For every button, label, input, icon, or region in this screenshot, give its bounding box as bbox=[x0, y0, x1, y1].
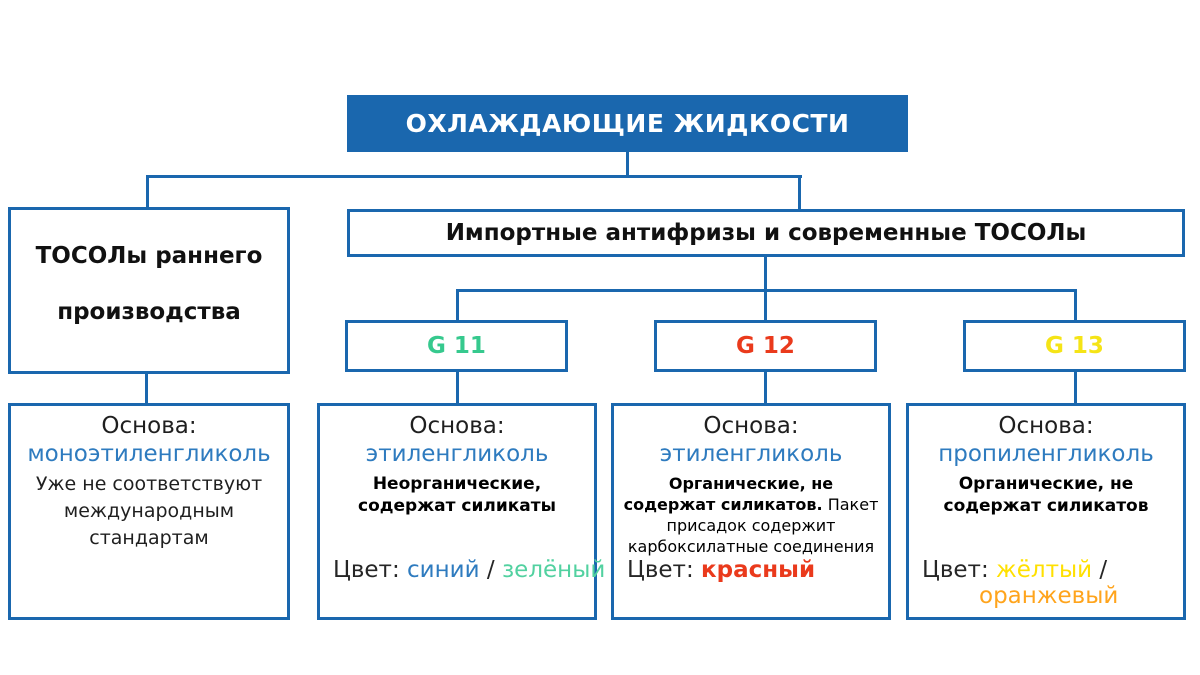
connector-line bbox=[146, 178, 149, 207]
base-label: Основа: bbox=[409, 413, 505, 439]
color-value-yellow: жёлтый bbox=[996, 557, 1093, 583]
connector-line bbox=[456, 289, 1077, 292]
early-tosol-title-line1: ТОСОЛы раннего bbox=[35, 242, 263, 269]
connector-line bbox=[1074, 372, 1077, 403]
color-line bbox=[922, 557, 1118, 609]
base-label: Основа: bbox=[998, 413, 1094, 439]
connector-line bbox=[146, 175, 802, 178]
note-bold-part: Органические, не содержат силикатов. bbox=[623, 474, 834, 514]
class-label-g13: G 13 bbox=[1045, 333, 1104, 359]
connector-line bbox=[1074, 292, 1077, 320]
early-tosol-node bbox=[8, 207, 290, 374]
color-value-red: красный bbox=[701, 557, 816, 583]
note-text: Уже не соответствуют международным стандартам bbox=[35, 473, 263, 549]
note-regular-part: Пакет присадок содержит карбоксилатные соединения bbox=[627, 495, 879, 556]
class-node-g13 bbox=[963, 320, 1186, 372]
connector-line bbox=[626, 152, 629, 176]
connector-line bbox=[764, 372, 767, 403]
detail-node-g12 bbox=[611, 403, 891, 620]
color-line bbox=[333, 557, 605, 583]
base-value: этиленгликоль bbox=[365, 441, 549, 467]
color-value-orange: оранжевый bbox=[979, 583, 1119, 609]
class-node-g11 bbox=[345, 320, 568, 372]
connector-line bbox=[145, 374, 148, 403]
color-separator: / bbox=[486, 557, 495, 583]
color-separator: / bbox=[1099, 557, 1108, 583]
connector-line bbox=[798, 178, 801, 209]
imported-antifreeze-title: Импортные антифризы и современные ТОСОЛы bbox=[445, 220, 1087, 246]
color-label: Цвет: bbox=[627, 557, 694, 583]
base-value: этиленгликоль bbox=[659, 441, 843, 467]
root-node bbox=[347, 95, 908, 152]
imported-antifreeze-node bbox=[347, 209, 1185, 257]
root-title: ОХЛАЖДАЮЩИЕ ЖИДКОСТИ bbox=[405, 109, 850, 138]
color-label: Цвет: bbox=[922, 557, 989, 583]
connector-line bbox=[456, 372, 459, 403]
base-label: Основа: bbox=[101, 413, 197, 439]
color-value-green: зелёный bbox=[501, 557, 606, 583]
color-label: Цвет: bbox=[333, 557, 400, 583]
class-label-g11: G 11 bbox=[427, 333, 486, 359]
detail-node-g13 bbox=[906, 403, 1186, 620]
note-text bbox=[622, 473, 880, 557]
class-label-g12: G 12 bbox=[736, 333, 795, 359]
base-value: моноэтиленгликоль bbox=[27, 441, 271, 467]
note-text: Органические, не содержат силикатов bbox=[943, 474, 1149, 516]
early-tosol-title-line2: производства bbox=[57, 298, 241, 325]
detail-node-early-tosol bbox=[8, 403, 290, 620]
color-line bbox=[627, 557, 815, 583]
class-node-g12 bbox=[654, 320, 877, 372]
base-label: Основа: bbox=[703, 413, 799, 439]
detail-node-g11 bbox=[317, 403, 606, 620]
base-value: пропиленгликоль bbox=[938, 441, 1154, 467]
color-value-blue: синий bbox=[407, 557, 480, 583]
connector-line bbox=[456, 292, 459, 320]
note-text: Неорганические, содержат силикаты bbox=[358, 474, 556, 516]
